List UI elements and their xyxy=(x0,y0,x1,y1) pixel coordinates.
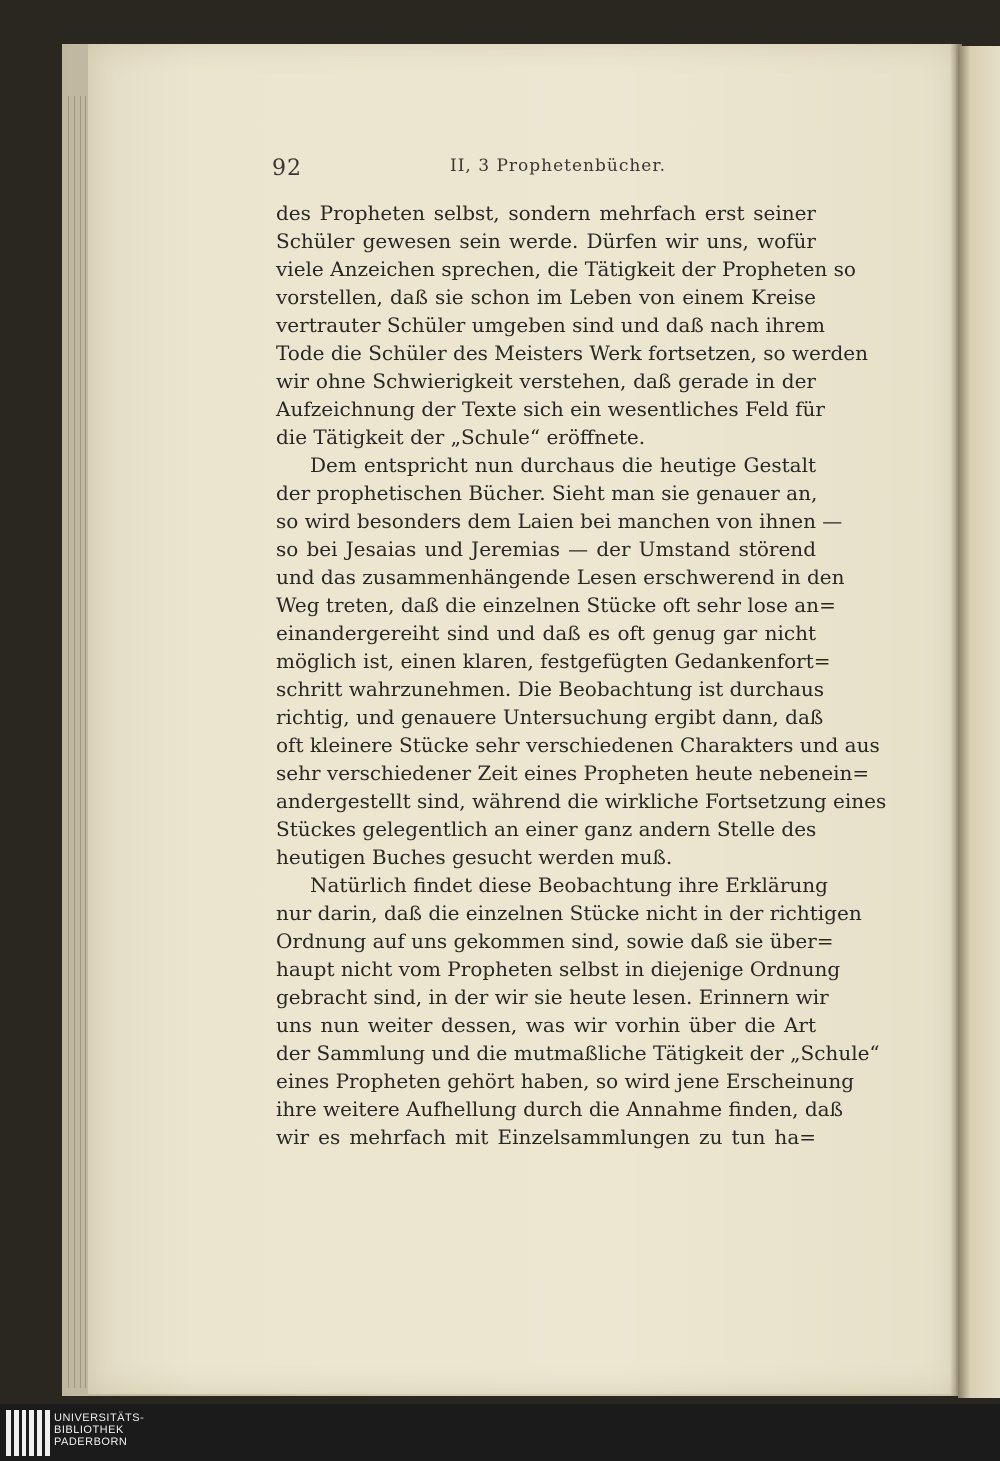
text-line: viele Anzeichen sprechen, die Tätigkeit der Propheten so xyxy=(276,257,856,281)
text-line: eines Propheten gehört haben, so wird jene Erscheinung xyxy=(276,1069,855,1093)
text-line: der Sammlung und die mutmaßliche Tätigkeit der „Schule“ xyxy=(276,1041,880,1065)
page-edge-line xyxy=(68,96,69,1388)
text-line: so bei Jesaias und Jeremias — der Umstand störend xyxy=(276,537,816,561)
text-line: vorstellen, daß sie schon im Leben von einem Kreise xyxy=(276,285,816,309)
text-line: sehr verschiedener Zeit eines Propheten heute nebenein= xyxy=(276,761,870,785)
text-line: schritt wahrzunehmen. Die Beobachtung ist durchaus xyxy=(276,677,825,701)
text-line: Stückes gelegentlich an einer ganz andern Stelle des xyxy=(276,817,817,841)
logo-line: PADERBORN xyxy=(54,1436,128,1448)
text-line: Schüler gewesen sein werde. Dürfen wir uns, wofür xyxy=(276,229,816,253)
library-logo-text xyxy=(54,1412,144,1448)
logo-line: UNIVERSITÄTS- xyxy=(54,1412,145,1424)
text-line: Weg treten, daß die einzelnen Stücke oft sehr lose an= xyxy=(276,593,836,617)
text-line: heutigen Buches gesucht werden muß. xyxy=(276,845,673,869)
text-line: uns nun weiter dessen, was wir vorhin über die Art xyxy=(276,1013,816,1037)
facing-page-edge xyxy=(958,46,1000,1398)
text-line: Ordnung auf uns gekommen sind, sowie daß sie über= xyxy=(276,929,834,953)
text-line: andergestellt sind, während die wirkliche Fortsetzung eines xyxy=(276,789,887,813)
text-line: möglich ist, einen klaren, festgefügten Gedankenfort= xyxy=(276,649,831,673)
library-barcode-icon xyxy=(6,1410,50,1456)
text-line: so wird besonders dem Laien bei manchen von ihnen — xyxy=(276,509,843,533)
text-line: haupt nicht vom Propheten selbst in diejenige Ordnung xyxy=(276,957,841,981)
text-line: des Propheten selbst, sondern mehrfach erst seiner xyxy=(276,201,816,225)
text-line: vertrauter Schüler umgeben sind und daß nach ihrem xyxy=(276,313,826,337)
text-line: Dem entspricht nun durchaus die heutige Gestalt xyxy=(310,453,816,477)
page-edge-line xyxy=(85,96,86,1388)
text-line: richtig, und genauere Untersuchung ergibt dann, daß xyxy=(276,705,824,729)
text-line: einandergereiht sind und daß es oft genug gar nicht xyxy=(276,621,816,645)
page-number: 92 xyxy=(272,156,302,181)
text-line: wir es mehrfach mit Einzelsammlungen zu tun ha= xyxy=(276,1125,816,1149)
running-head: II, 3 Prophetenbücher. xyxy=(450,156,667,176)
text-line: nur darin, daß die einzelnen Stücke nicht in der richtigen xyxy=(276,901,862,925)
text-line: Natürlich findet diese Beobachtung ihre Erklärung xyxy=(310,873,828,897)
page-edge-line xyxy=(80,96,81,1388)
text-line: Tode die Schüler des Meisters Werk fortsetzen, so werden xyxy=(276,341,868,365)
text-line: Aufzeichnung der Texte sich ein wesentliches Feld für xyxy=(276,397,825,421)
text-line: der prophetischen Bücher. Sieht man sie genauer an, xyxy=(276,481,818,505)
body-text xyxy=(276,199,887,1151)
logo-line: BIBLIOTHEK xyxy=(54,1424,124,1436)
text-line: die Tätigkeit der „Schule“ eröffnete. xyxy=(276,425,646,449)
text-line: oft kleinere Stücke sehr verschiedenen Charakters und aus xyxy=(276,733,880,757)
text-line: wir ohne Schwierigkeit verstehen, daß gerade in der xyxy=(276,369,816,393)
text-line: ihre weitere Aufhellung durch die Annahme finden, daß xyxy=(276,1097,843,1121)
text-line: und das zusammenhängende Lesen erschwerend in den xyxy=(276,565,845,589)
text-line: gebracht sind, in der wir sie heute lesen. Erinnern wir xyxy=(276,985,829,1009)
page-edge-line xyxy=(74,96,75,1388)
footer-bar xyxy=(0,1404,1000,1461)
